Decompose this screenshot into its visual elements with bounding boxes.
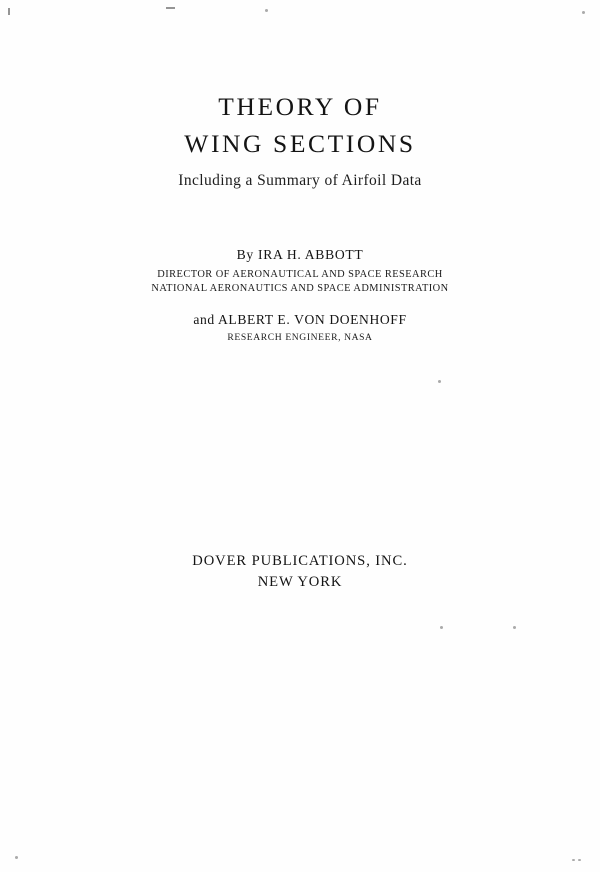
scan-artifact-speck — [15, 856, 18, 859]
author-primary-affiliation-line-2: NATIONAL AERONAUTICS AND SPACE ADMINISTRATION — [151, 282, 449, 294]
book-title-line-2: WING SECTIONS — [184, 129, 416, 158]
author-block — [0, 247, 600, 343]
scan-artifact-speck — [578, 859, 581, 861]
publisher-name: DOVER PUBLICATIONS, INC. — [192, 553, 408, 569]
author-secondary: and ALBERT E. VON DOENHOFF — [193, 312, 407, 328]
scan-artifact-mark — [8, 8, 10, 15]
book-title-line-1: THEORY OF — [218, 92, 382, 121]
publisher-block — [0, 551, 600, 593]
scan-artifact-speck — [440, 626, 443, 629]
scan-artifact-speck — [265, 9, 268, 12]
book-subtitle: Including a Summary of Airfoil Data — [178, 172, 422, 189]
author-primary-affiliation-line-1: DIRECTOR OF AERONAUTICAL AND SPACE RESEARCH — [157, 269, 443, 280]
scan-artifact-speck — [513, 626, 516, 629]
scan-artifact-mark — [166, 7, 175, 9]
scan-artifact-speck — [572, 859, 575, 861]
author-primary: By IRA H. ABBOTT — [236, 247, 364, 262]
scan-artifact-speck — [582, 11, 585, 14]
publisher-city: NEW YORK — [257, 574, 343, 590]
author-secondary-affiliation: RESEARCH ENGINEER, NASA — [227, 332, 373, 344]
scan-artifact-speck — [438, 380, 441, 383]
book-title — [0, 88, 600, 162]
